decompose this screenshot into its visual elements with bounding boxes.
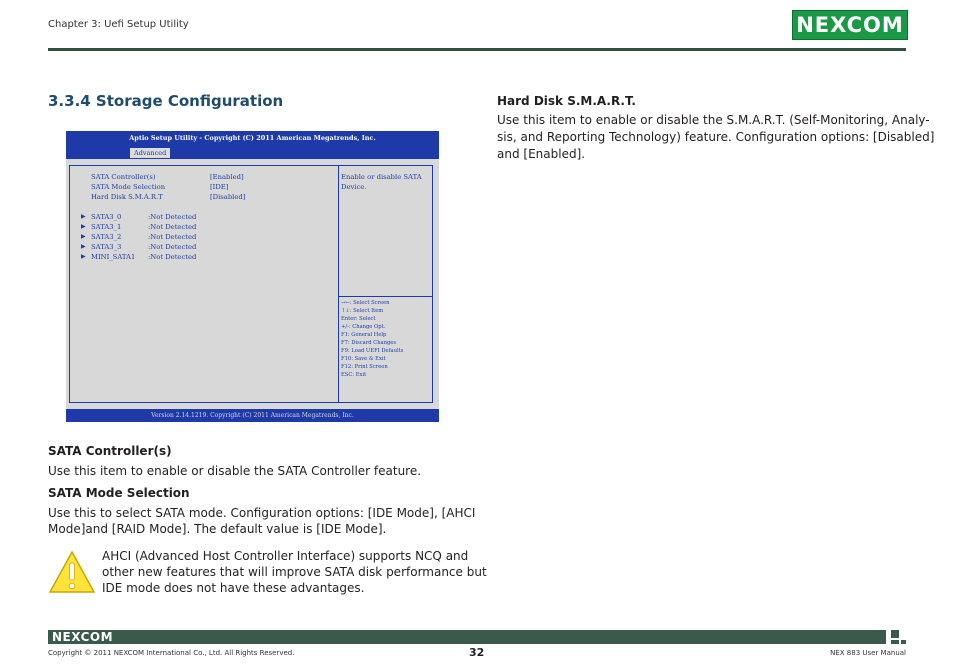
bios-title: Aptio Setup Utility - Copyright (C) 2011 American Megatrends, Inc. xyxy=(66,131,439,146)
key-hint: F12: Print Screen xyxy=(341,364,388,370)
bios-help-line1: Enable or disable SATA xyxy=(341,173,422,181)
footer-square-decoration xyxy=(901,640,906,644)
port-value-mini-sata1: :Not Detected xyxy=(148,253,197,261)
port-value-sata3-1: :Not Detected xyxy=(148,223,197,231)
chapter-label: Chapter 3: Uefi Setup Utility xyxy=(48,19,189,30)
setting-label-sata-mode[interactable]: SATA Mode Selection xyxy=(91,183,166,191)
header-rule xyxy=(48,48,906,51)
tab-advanced[interactable]: Advanced xyxy=(130,148,170,158)
port-label-sata3-0[interactable]: SATA3_0 xyxy=(91,213,122,221)
setting-label-sata-controller[interactable]: SATA Controller(s) xyxy=(91,173,156,181)
submenu-arrow-icon: ▶ xyxy=(81,243,86,250)
footer-square-decoration xyxy=(891,640,899,644)
bios-help-divider xyxy=(338,296,433,297)
key-hint: Enter: Select xyxy=(341,316,376,322)
smart-body-1: Use this item to enable or disable the S.M.A.R.T. (Self-Monitoring, Analy- xyxy=(497,113,930,127)
sata-mode-heading: SATA Mode Selection xyxy=(48,486,190,500)
port-value-sata3-2: :Not Detected xyxy=(148,233,197,241)
footer-square-decoration xyxy=(891,630,899,638)
bios-help-line2: Device. xyxy=(341,183,367,191)
key-hint: F1: General Help xyxy=(341,332,387,338)
port-value-sata3-0: :Not Detected xyxy=(148,213,197,221)
port-label-sata3-3[interactable]: SATA3_3 xyxy=(91,243,122,251)
warning-icon xyxy=(48,550,96,594)
setting-value-sata-mode[interactable]: [IDE] xyxy=(210,183,229,191)
smart-heading: Hard Disk S.M.A.R.T. xyxy=(497,94,636,108)
bios-tab-bar xyxy=(66,146,439,159)
page-number: 32 xyxy=(469,646,485,659)
manual-name: NEX 883 User Manual xyxy=(830,649,906,657)
logo-text: NEXCOM xyxy=(796,13,904,37)
submenu-arrow-icon: ▶ xyxy=(81,223,86,230)
section-title: 3.3.4 Storage Configuration xyxy=(48,92,284,110)
nexcom-logo xyxy=(792,10,908,40)
setting-value-smart[interactable]: [Disabled] xyxy=(210,193,246,201)
smart-body-3: and [Enabled]. xyxy=(497,147,586,161)
setting-label-smart[interactable]: Hard Disk S.M.A.R.T xyxy=(91,193,163,201)
footer-bar xyxy=(48,630,886,644)
port-value-sata3-3: :Not Detected xyxy=(148,243,197,251)
note-line-3: IDE mode does not have these advantages. xyxy=(102,581,365,595)
key-hint: +/-: Change Opt. xyxy=(341,324,386,330)
port-label-mini-sata1[interactable]: MINI_SATA1 xyxy=(91,253,136,261)
sata-mode-body-1: Use this to select SATA mode. Configuration options: [IDE Mode], [AHCI xyxy=(48,506,476,520)
sata-controller-heading: SATA Controller(s) xyxy=(48,444,172,458)
port-label-sata3-1[interactable]: SATA3_1 xyxy=(91,223,122,231)
key-hint: F10: Save & Exit xyxy=(341,356,386,362)
bios-screen xyxy=(66,131,439,422)
submenu-arrow-icon: ▶ xyxy=(81,233,86,240)
note-line-1: AHCI (Advanced Host Controller Interface) supports NCQ and xyxy=(102,549,469,563)
port-label-sata3-2[interactable]: SATA3_2 xyxy=(91,233,122,241)
submenu-arrow-icon: ▶ xyxy=(81,213,86,220)
key-hint: ↑↓: Select Item xyxy=(341,308,384,314)
bios-version: Version 2.14.1219. Copyright (C) 2011 American Megatrends, Inc. xyxy=(66,409,439,422)
smart-body-2: sis, and Reporting Technology) feature. Configuration options: [Disabled] xyxy=(497,130,935,144)
key-hint: ESC: Exit xyxy=(341,372,367,378)
key-hint: →←: Select Screen xyxy=(341,300,390,306)
key-hint: F9: Load UEFI Defaults xyxy=(341,348,404,354)
sata-controller-body: Use this item to enable or disable the SATA Controller feature. xyxy=(48,464,422,478)
bios-divider xyxy=(338,165,339,403)
note-line-2: other new features that will improve SATA disk performance but xyxy=(102,565,487,579)
footer-logo: NEXCOM xyxy=(52,630,114,644)
submenu-arrow-icon: ▶ xyxy=(81,253,86,260)
copyright: Copyright © 2011 NEXCOM International Co., Ltd. All Rights Reserved. xyxy=(48,649,295,657)
setting-value-sata-controller[interactable]: [Enabled] xyxy=(210,173,244,181)
sata-mode-body-2: Mode]and [RAID Mode]. The default value is [IDE Mode]. xyxy=(48,522,387,536)
bios-body xyxy=(66,159,439,409)
key-hint: F7: Discard Changes xyxy=(341,340,397,346)
